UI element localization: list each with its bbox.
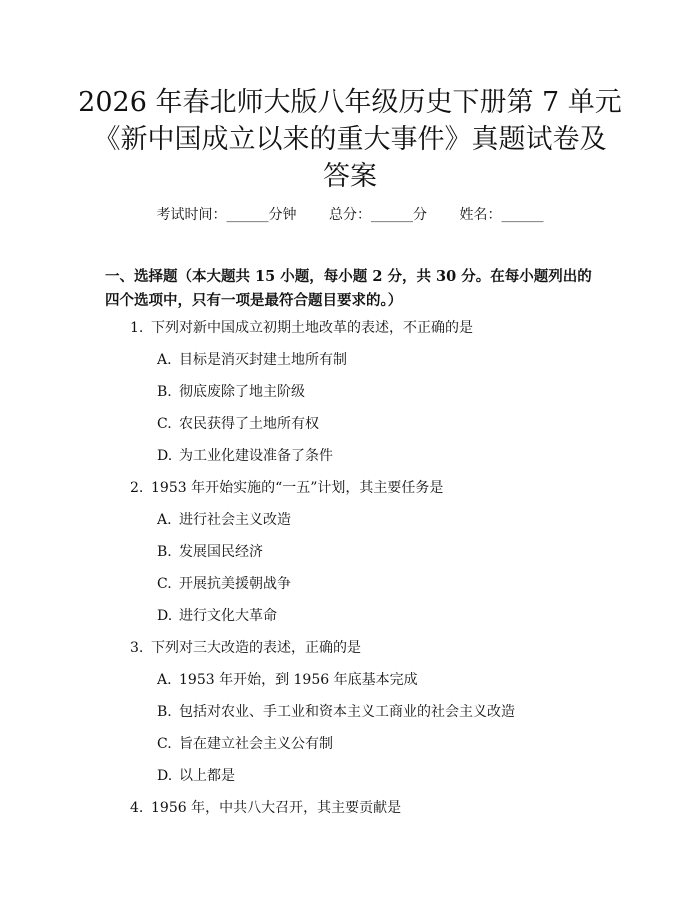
question-text: 下列对新中国成立初期土地改革的表述，不正确的是 — [151, 320, 473, 336]
question-3-option-b — [157, 703, 515, 721]
exam-title-line-1: 2026 年春北师大版八年级历史下册第 7 单元 — [78, 87, 622, 118]
student-name-field: 姓名：______ — [459, 207, 544, 223]
question-number: 3. — [130, 640, 144, 656]
exam-title-line-2: 《新中国成立以来的重大事件》真题试卷及 — [93, 124, 607, 155]
total-score-field: 总分：______分 — [329, 207, 427, 223]
question-2-option-c — [157, 575, 291, 593]
exam-meta — [0, 206, 700, 224]
option-letter: D. — [157, 608, 173, 624]
question-4 — [130, 799, 401, 817]
question-1 — [130, 319, 473, 337]
option-letter: A. — [157, 512, 172, 528]
option-text: 1953 年开始，到 1956 年底基本完成 — [179, 672, 418, 688]
question-number: 1. — [130, 320, 144, 336]
question-text: 1953 年开始实施的“一五”计划，其主要任务是 — [151, 480, 444, 496]
option-letter: C. — [157, 736, 172, 752]
option-text: 开展抗美援朝战争 — [179, 576, 291, 592]
question-number: 2. — [130, 480, 144, 496]
option-text: 进行社会主义改造 — [179, 512, 291, 528]
question-3-option-c — [157, 735, 333, 753]
option-text: 农民获得了土地所有权 — [179, 416, 319, 432]
option-letter: A. — [157, 672, 172, 688]
option-letter: B. — [157, 544, 172, 560]
option-letter: D. — [157, 448, 173, 464]
option-letter: C. — [157, 576, 172, 592]
option-text: 以上都是 — [179, 768, 235, 784]
question-2-option-a — [157, 511, 291, 529]
question-1-option-c — [157, 415, 319, 433]
exam-title-line-3: 答案 — [323, 161, 377, 192]
option-text: 为工业化建设准备了条件 — [179, 448, 333, 464]
option-text: 目标是消灭封建土地所有制 — [179, 352, 347, 368]
option-text: 进行文化大革命 — [179, 608, 277, 624]
option-letter: B. — [157, 384, 172, 400]
option-text: 旨在建立社会主义公有制 — [179, 736, 333, 752]
section-heading: 一、选择题（本大题共 15 小题，每小题 2 分，共 30 分。在每小题列出的四个选项中，只有一项是最符合题目要求的。） — [105, 268, 592, 309]
question-1-option-a — [157, 351, 347, 369]
option-text: 发展国民经济 — [179, 544, 263, 560]
question-number: 4. — [130, 800, 144, 816]
question-2-option-d — [157, 607, 277, 625]
question-2-option-b — [157, 543, 263, 561]
option-letter: C. — [157, 416, 172, 432]
question-1-option-b — [157, 383, 305, 401]
question-3-option-d — [157, 767, 235, 785]
exam-title — [60, 84, 640, 195]
exam-time-field: 考试时间：______分钟 — [156, 207, 297, 223]
question-3-option-a — [157, 671, 418, 689]
option-text: 彻底废除了地主阶级 — [179, 384, 305, 400]
option-letter: B. — [157, 704, 172, 720]
question-2 — [130, 479, 443, 497]
question-text: 1956 年，中共八大召开，其主要贡献是 — [151, 800, 402, 816]
option-text: 包括对农业、手工业和资本主义工商业的社会主义改造 — [179, 704, 515, 720]
option-letter: A. — [157, 352, 172, 368]
option-letter: D. — [157, 768, 173, 784]
question-3 — [130, 639, 361, 657]
question-text: 下列对三大改造的表述，正确的是 — [151, 640, 361, 656]
question-1-option-d — [157, 447, 333, 465]
